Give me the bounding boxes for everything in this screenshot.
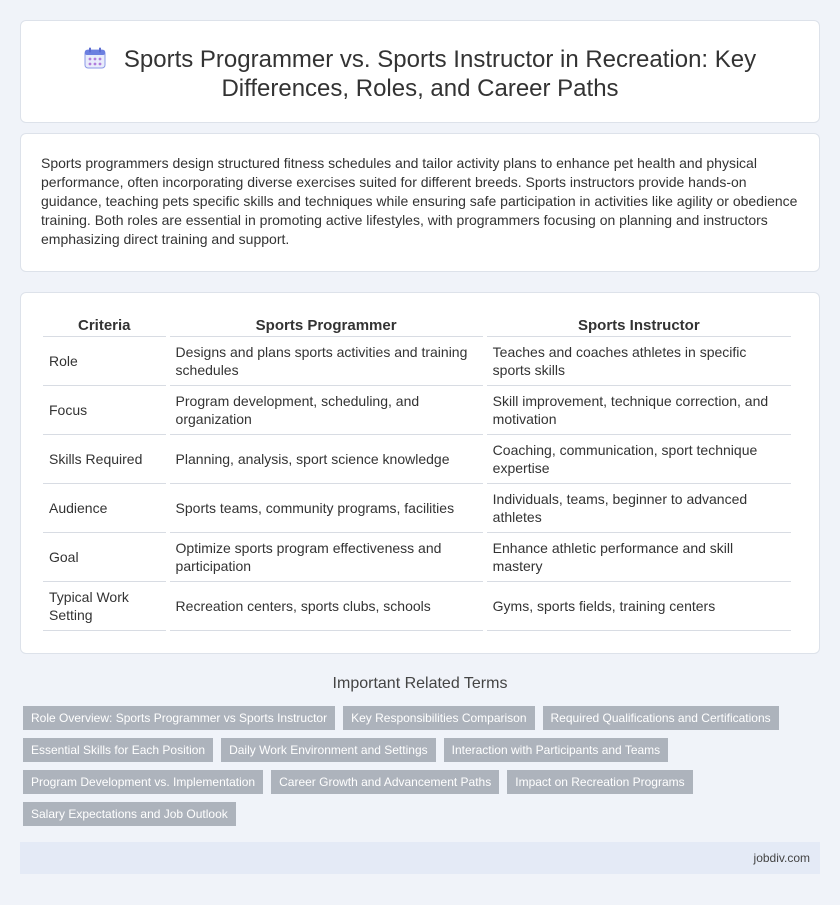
cell-programmer: Planning, analysis, sport science knowledge bbox=[170, 435, 483, 484]
table-row bbox=[43, 533, 791, 582]
cell-programmer: Optimize sports program effectiveness and participation bbox=[170, 533, 483, 582]
comparison-table bbox=[39, 311, 795, 631]
cell-criteria: Goal bbox=[43, 533, 166, 582]
table-row bbox=[43, 435, 791, 484]
tag-impact-recreation[interactable]: Impact on Recreation Programs bbox=[507, 770, 692, 794]
tag-program-development[interactable]: Program Development vs. Implementation bbox=[23, 770, 263, 794]
related-terms-title: Important Related Terms bbox=[332, 675, 508, 692]
page-title bbox=[21, 45, 819, 103]
cell-programmer: Designs and plans sports activities and training schedules bbox=[170, 337, 483, 386]
cell-instructor: Enhance athletic performance and skill mastery bbox=[487, 533, 791, 582]
intro-card bbox=[20, 133, 820, 272]
table-row bbox=[43, 582, 791, 631]
cell-criteria: Skills Required bbox=[43, 435, 166, 484]
header-criteria: Criteria bbox=[43, 311, 166, 337]
table-row bbox=[43, 386, 791, 435]
cell-instructor: Gyms, sports fields, training centers bbox=[487, 582, 791, 631]
cell-criteria: Role bbox=[43, 337, 166, 386]
cell-programmer: Recreation centers, sports clubs, schools bbox=[170, 582, 483, 631]
cell-programmer: Program development, scheduling, and organization bbox=[170, 386, 483, 435]
tag-required-qualifications[interactable]: Required Qualifications and Certifications bbox=[543, 706, 779, 730]
header-card bbox=[20, 20, 820, 123]
table-header-row bbox=[43, 311, 791, 337]
footer-site-link[interactable]: jobdiv.com bbox=[753, 851, 810, 865]
tag-salary-expectations[interactable]: Salary Expectations and Job Outlook bbox=[23, 802, 236, 826]
cell-instructor: Individuals, teams, beginner to advanced athletes bbox=[487, 484, 791, 533]
related-terms-tags bbox=[23, 706, 813, 834]
tag-career-growth[interactable]: Career Growth and Advancement Paths bbox=[271, 770, 499, 794]
footer bbox=[20, 842, 820, 874]
table-row bbox=[43, 337, 791, 386]
tag-essential-skills[interactable]: Essential Skills for Each Position bbox=[23, 738, 213, 762]
cell-criteria: Focus bbox=[43, 386, 166, 435]
header-sports-instructor: Sports Instructor bbox=[487, 311, 791, 337]
title-line-2: Differences, Roles, and Career Paths bbox=[221, 75, 619, 102]
calendar-icon bbox=[84, 47, 106, 69]
table-row bbox=[43, 484, 791, 533]
tag-key-responsibilities[interactable]: Key Responsibilities Comparison bbox=[343, 706, 534, 730]
cell-programmer: Sports teams, community programs, facilities bbox=[170, 484, 483, 533]
cell-criteria: Typical Work Setting bbox=[43, 582, 166, 631]
intro-paragraph: Sports programmers design structured fitness schedules and tailor activity plans to enhance pet health and physical performance, often incorporating diverse exercises suited for different breeds. Sports instructors provide hands-on guidance, teaching pets specific skills and techniques while ensuring safe participation in activities like agility or obedience training. Both roles are essential in promoting active lifestyles, with programmers focusing on planning and instructors emphasizing direct training and support. bbox=[41, 155, 798, 247]
tag-interaction-participants[interactable]: Interaction with Participants and Teams bbox=[444, 738, 669, 762]
tag-daily-work-environment[interactable]: Daily Work Environment and Settings bbox=[221, 738, 436, 762]
tag-role-overview[interactable]: Role Overview: Sports Programmer vs Sports Instructor bbox=[23, 706, 335, 730]
cell-instructor: Teaches and coaches athletes in specific sports skills bbox=[487, 337, 791, 386]
cell-criteria: Audience bbox=[43, 484, 166, 533]
cell-instructor: Skill improvement, technique correction, and motivation bbox=[487, 386, 791, 435]
title-line-1: Sports Programmer vs. Sports Instructor in Recreation: Key bbox=[123, 46, 757, 73]
comparison-table-card bbox=[20, 292, 820, 654]
cell-instructor: Coaching, communication, sport technique expertise bbox=[487, 435, 791, 484]
header-sports-programmer: Sports Programmer bbox=[170, 311, 483, 337]
